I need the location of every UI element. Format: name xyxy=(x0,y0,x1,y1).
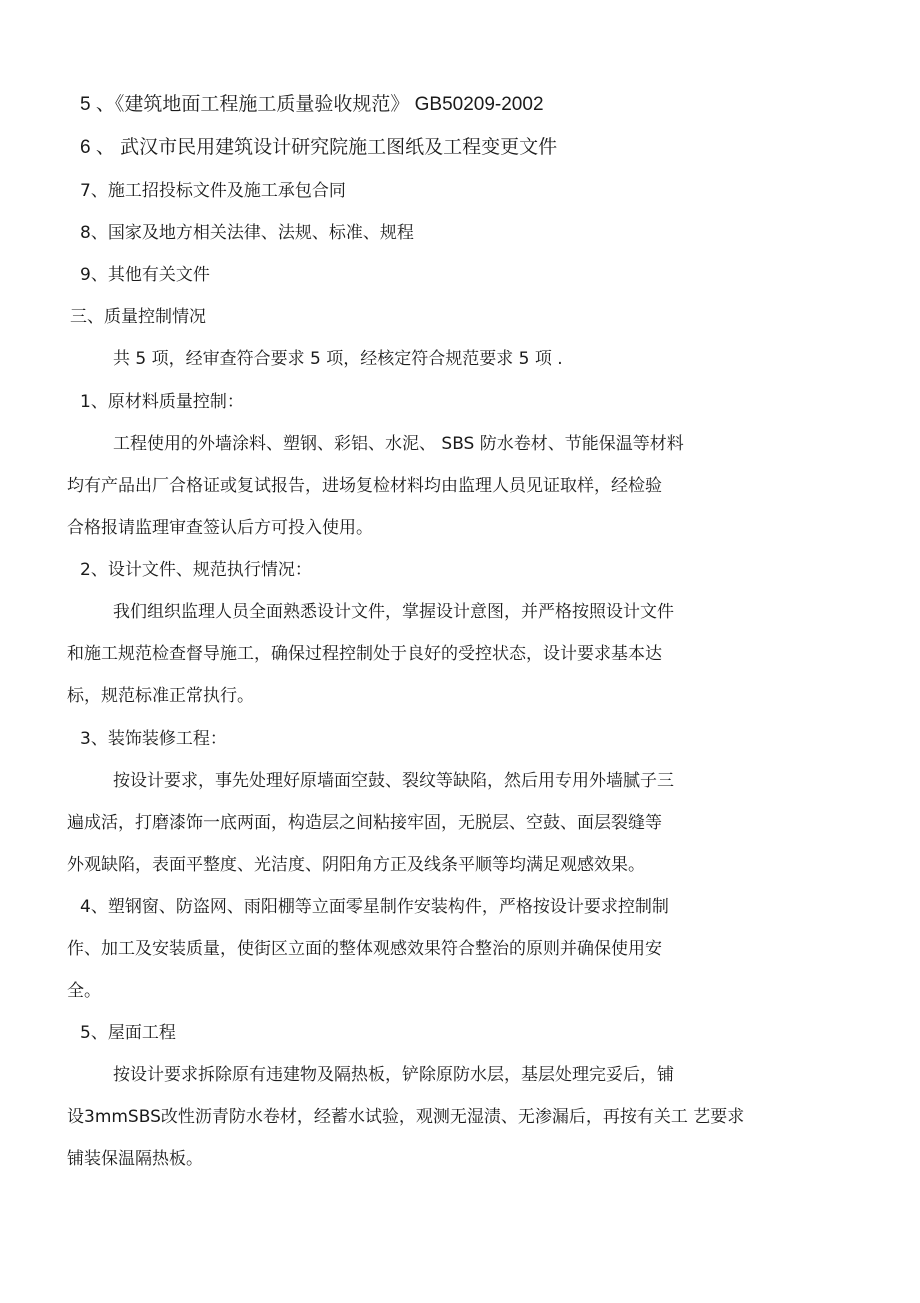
paragraph-2-line-3: 标，规范标准正常执行。 xyxy=(67,686,254,706)
paragraph-5-line-1: 按设计要求拆除原有违建物及隔热板，铲除原防水层，基层处理完妥后，铺 xyxy=(113,1065,674,1085)
paragraph-1-line-3: 合格报请监理审查签认后方可投入使用。 xyxy=(67,518,373,538)
paragraph-2-line-2: 和施工规范检查督导施工，确保过程控制处于良好的受控状态，设计要求基本达 xyxy=(67,644,662,664)
paragraph-4-line-2: 作、加工及安装质量，使街区立面的整体观感效果符合整治的原则并确保使用安 xyxy=(67,939,662,959)
paragraph-1-line-1: 工程使用的外墙涂料、塑钢、彩铝、水泥、 SBS 防水卷材、节能保温等材料 xyxy=(113,434,684,454)
paragraph-4-line-3: 全。 xyxy=(67,981,101,1001)
subheading-design-docs: 2、设计文件、规范执行情况： xyxy=(80,560,312,580)
subheading-roofing: 5、屋面工程 xyxy=(80,1023,176,1043)
summary-line: 共 5 项，经审查符合要求 5 项，经核定符合规范要求 5 项 . xyxy=(113,349,563,369)
reference-item-8: 8、国家及地方相关法律、法规、标准、规程 xyxy=(80,223,414,243)
subheading-decoration: 3、装饰装修工程： xyxy=(80,729,227,749)
paragraph-2-line-1: 我们组织监理人员全面熟悉设计文件，掌握设计意图，并严格按照设计文件 xyxy=(113,602,674,622)
reference-item-9: 9、其他有关文件 xyxy=(80,265,210,285)
paragraph-3-line-2: 遍成活，打磨漆饰一底两面，构造层之间粘接牢固，无脱层、空鼓、面层裂缝等 xyxy=(67,813,662,833)
reference-item-7: 7、施工招投标文件及施工承包合同 xyxy=(80,181,346,201)
reference-item-6: 6 、 武汉市民用建筑设计研究院施工图纸及工程变更文件 xyxy=(80,137,558,158)
reference-item-5: 5 、《建筑地面工程施工质量验收规范》 GB50209-2002 xyxy=(80,94,544,115)
section-heading-quality-control: 三、质量控制情况 xyxy=(70,307,206,327)
paragraph-1-line-2: 均有产品出厂合格证或复试报告，进场复检材料均由监理人员见证取样，经检验 xyxy=(67,476,662,496)
paragraph-3-line-1: 按设计要求，事先处理好原墙面空鼓、裂纹等缺陷，然后用专用外墙腻子三 xyxy=(113,771,674,791)
paragraph-3-line-3: 外观缺陷，表面平整度、光洁度、阴阳角方正及线条平顺等均满足观感效果。 xyxy=(67,855,645,875)
paragraph-5-line-2: 设3mmSBS改性沥青防水卷材，经蓄水试验，观测无湿渍、无渗漏后，再按有关工 艺要求 xyxy=(67,1107,745,1127)
paragraph-5-line-3: 铺装保温隔热板。 xyxy=(67,1149,203,1169)
subheading-raw-materials: 1、原材料质量控制： xyxy=(80,392,244,412)
paragraph-4-line-1: 4、塑钢窗、防盗网、雨阳棚等立面零星制作安装构件，严格按设计要求控制制 xyxy=(80,897,669,917)
